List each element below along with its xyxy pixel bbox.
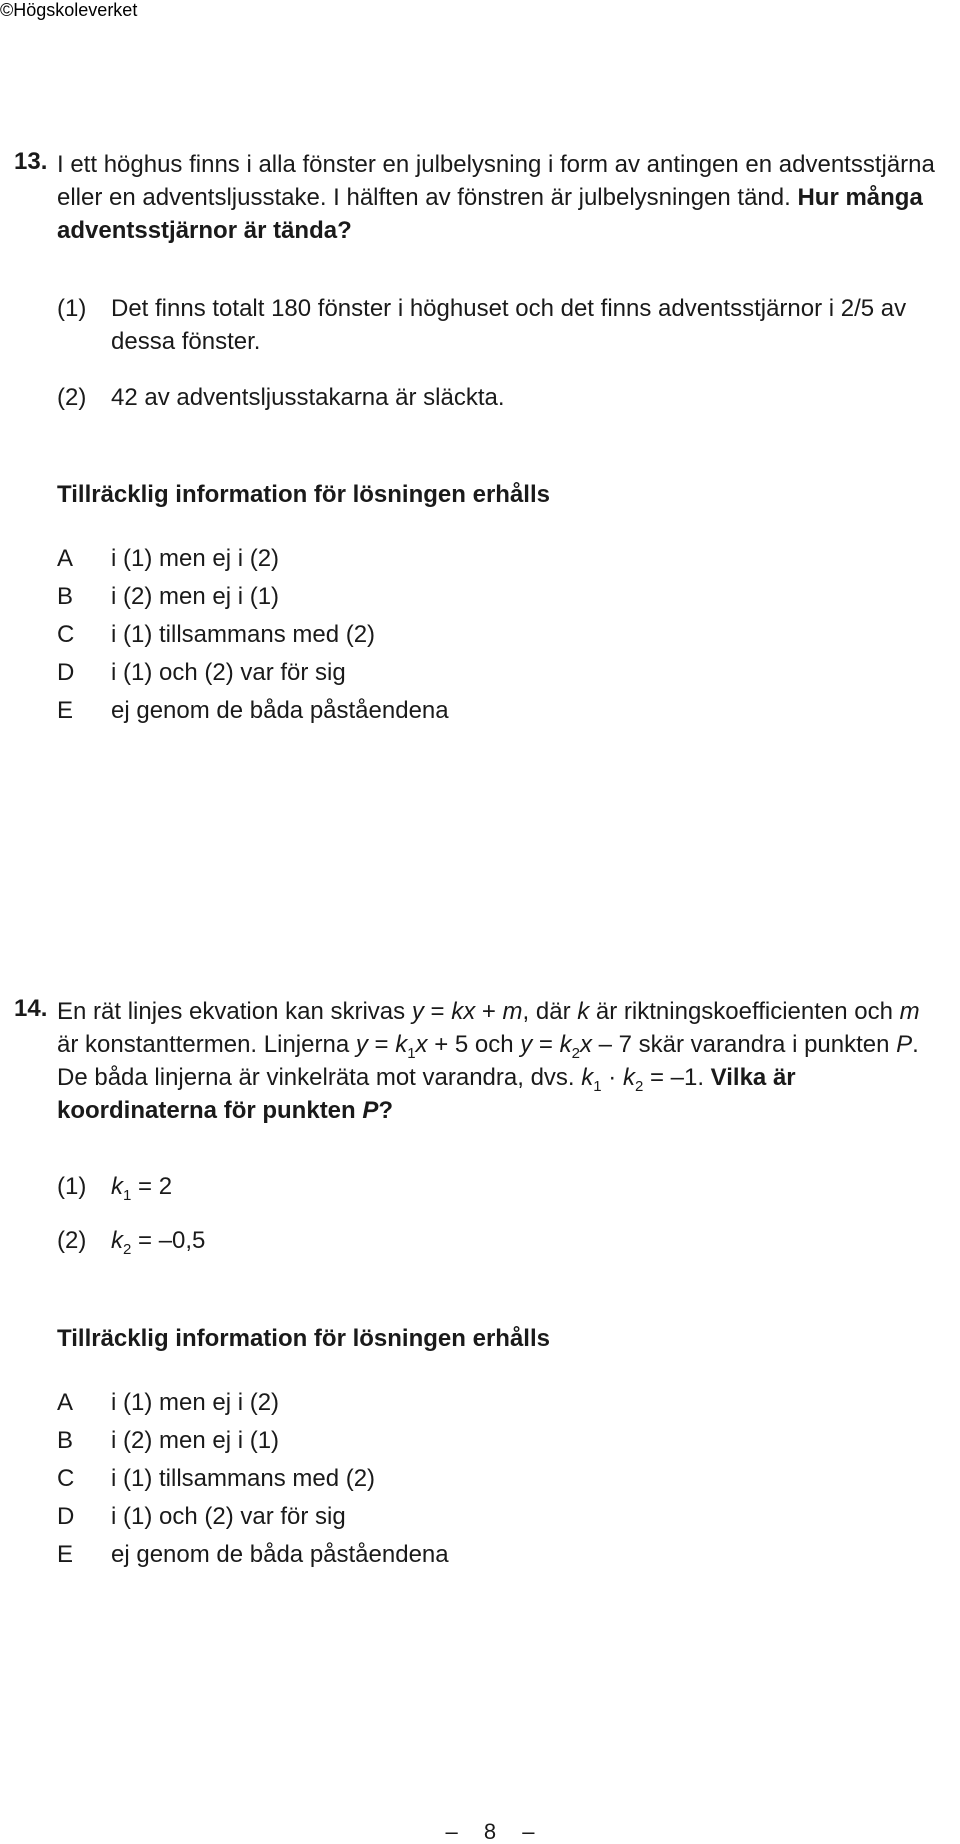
- page-footer: [0, 1820, 960, 1844]
- statement-label: (1): [57, 295, 87, 322]
- math-var: y: [520, 1031, 533, 1058]
- option-text: i (1) och (2) var för sig: [111, 1503, 346, 1530]
- text-run: =: [367, 1031, 396, 1058]
- statement-label: (1): [57, 1173, 87, 1200]
- question-14: [0, 995, 960, 1127]
- option-letter: A: [57, 1389, 74, 1416]
- text-run: , där: [522, 998, 578, 1025]
- option-text: i (2) men ej i (1): [111, 1427, 280, 1454]
- text-run: =: [423, 998, 452, 1025]
- math-var: k: [111, 1227, 123, 1254]
- math-var: k: [559, 1031, 572, 1058]
- option-text: ej genom de båda påståendena: [111, 1541, 449, 1568]
- question-prompt: Vilka är koordinaterna för punkten: [57, 1064, 796, 1124]
- sufficiency-heading: Tillräcklig information för lösningen erhålls: [57, 1325, 550, 1352]
- math-var: m: [502, 998, 523, 1025]
- question-13: [0, 148, 960, 247]
- option-letter: C: [57, 1465, 75, 1492]
- option-text: i (1) men ej i (2): [111, 1389, 280, 1416]
- option-letter: E: [57, 697, 74, 724]
- copyright-notice: ©Högskoleverket: [0, 0, 138, 20]
- math-var: k: [111, 1173, 123, 1200]
- footer-dash: –: [522, 1819, 535, 1844]
- math-var: k: [581, 1064, 594, 1091]
- option-letter: B: [57, 583, 74, 610]
- math-var: kx: [451, 998, 476, 1025]
- text-run: +: [475, 998, 503, 1025]
- option-text: i (1) tillsammans med (2): [111, 621, 376, 648]
- math-var: k: [395, 1031, 408, 1058]
- q14-statement-1: [0, 1170, 960, 1203]
- question-prompt: Hur många adventsstjärnor är tända?: [57, 184, 923, 244]
- math-subscript: 2: [634, 1078, 644, 1095]
- option-text: i (1) tillsammans med (2): [111, 1465, 376, 1492]
- page-number: 8: [483, 1819, 497, 1844]
- text-run: + 5 och: [427, 1031, 521, 1058]
- option-text: i (2) men ej i (1): [111, 583, 280, 610]
- text-run: – 7 skär varandra i punkten: [591, 1031, 897, 1058]
- math-var: m: [899, 998, 920, 1025]
- option-letter: D: [57, 659, 75, 686]
- question-body: I ett höghus finns i alla fönster en julbelysning i form av antingen en adventsstjärna eller en adventsljusstake. I hälften av fönstren är julbelysningen tänd.: [57, 151, 935, 211]
- text-run: är riktningskoefficienten och: [589, 998, 900, 1025]
- q13-statement-1: [0, 292, 960, 358]
- option-letter: D: [57, 1503, 75, 1530]
- text-run: = –0,5: [131, 1227, 206, 1254]
- question-number: 14.: [14, 995, 48, 1022]
- math-var: y: [355, 1031, 368, 1058]
- option-letter: C: [57, 621, 75, 648]
- statement-text: [111, 1170, 931, 1203]
- question-text: [57, 148, 937, 247]
- math-subscript: 1: [593, 1078, 602, 1095]
- text-run: = –1.: [643, 1064, 711, 1091]
- text-run: . De båda linjerna är vinkelräta mot varandra, dvs.: [57, 1031, 919, 1091]
- question-prompt-end: ?: [378, 1097, 394, 1124]
- option-letter: E: [57, 1541, 74, 1568]
- text-run: är konstanttermen. Linjerna: [57, 1031, 356, 1058]
- text-run: =: [532, 1031, 560, 1058]
- statement-text: Det finns totalt 180 fönster i höghuset och det finns adventsstjärnor i 2/5 av dessa fönster.: [111, 295, 907, 355]
- text-run: = 2: [131, 1173, 173, 1200]
- math-subscript: 2: [123, 1241, 132, 1258]
- statement-label: (2): [57, 384, 87, 411]
- math-var: k: [577, 998, 590, 1025]
- question-text: [57, 995, 937, 1127]
- sufficiency-heading: Tillräcklig information för lösningen erhålls: [57, 481, 550, 508]
- math-var: k: [622, 1064, 635, 1091]
- statement-text: [111, 1224, 931, 1257]
- math-var: P: [362, 1097, 379, 1124]
- option-letter: B: [57, 1427, 74, 1454]
- math-var: y: [411, 998, 424, 1025]
- math-subscript: 2: [571, 1045, 580, 1062]
- math-var: P: [896, 1031, 913, 1058]
- option-text: i (1) och (2) var för sig: [111, 659, 346, 686]
- statement-label: (2): [57, 1227, 87, 1254]
- option-text: i (1) men ej i (2): [111, 545, 280, 572]
- q13-statement-2: [0, 381, 960, 414]
- footer-dash: –: [445, 1819, 458, 1844]
- q14-statement-2: [0, 1224, 960, 1257]
- question-number: 13.: [14, 148, 48, 175]
- math-var: x: [579, 1031, 592, 1058]
- math-var: x: [415, 1031, 428, 1058]
- text-run: En rät linjes ekvation kan skrivas: [57, 998, 412, 1025]
- text-run: ·: [601, 1064, 623, 1091]
- math-subscript: 1: [123, 1187, 132, 1204]
- math-subscript: 1: [407, 1045, 416, 1062]
- statement-text: 42 av adventsljusstakarna är släckta.: [111, 384, 505, 411]
- option-text: ej genom de båda påståendena: [111, 697, 449, 724]
- option-letter: A: [57, 545, 74, 572]
